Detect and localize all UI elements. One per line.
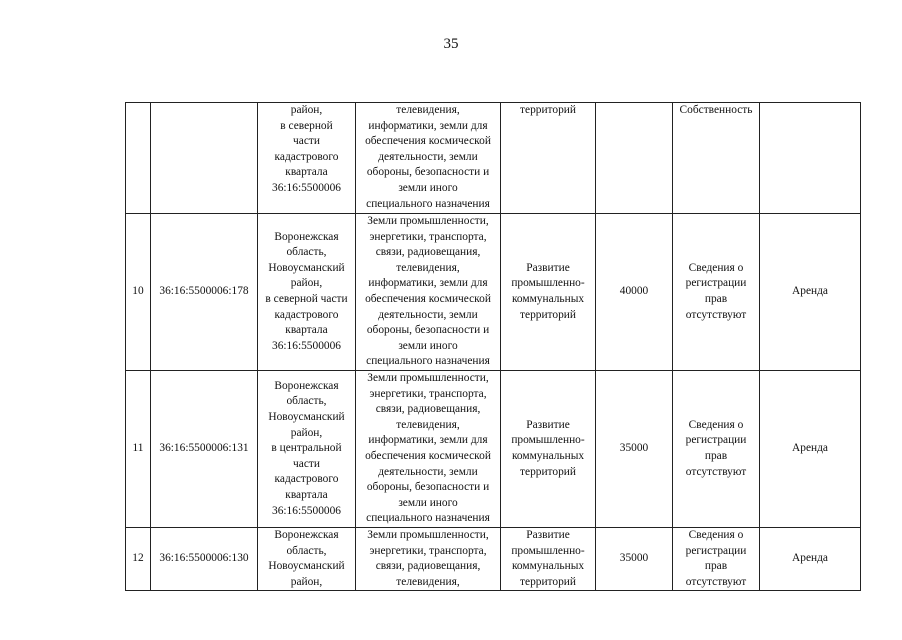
land-category-cell bbox=[356, 371, 501, 528]
location-line: область, bbox=[286, 544, 327, 557]
location-line: район, bbox=[290, 277, 323, 290]
area-cell: 35000 bbox=[596, 371, 673, 528]
permitted-use-line: промышленно- bbox=[511, 544, 585, 557]
rights-line: отсутствуют bbox=[685, 308, 747, 321]
table-row bbox=[126, 528, 861, 591]
location-lines bbox=[260, 230, 353, 355]
land-plots-table bbox=[125, 102, 861, 591]
rights-line: прав bbox=[704, 560, 728, 573]
rights-line: регистрации bbox=[685, 434, 747, 447]
land-category-line: земли иного bbox=[398, 496, 458, 509]
encumbrance-cell: Аренда bbox=[760, 528, 861, 591]
location-cell bbox=[258, 371, 356, 528]
cadastral-number-cell: 36:16:5500006:178 bbox=[151, 214, 258, 371]
permitted-use-line: промышленно- bbox=[511, 434, 585, 447]
permitted-use-line: территорий bbox=[520, 575, 576, 588]
land-category-line: обеспечения космической bbox=[365, 293, 491, 305]
encumbrance-cell bbox=[760, 103, 861, 214]
rights-line: регистрации bbox=[685, 277, 747, 290]
rights-line: отсутствуют bbox=[685, 575, 747, 588]
permitted-use-cell bbox=[501, 371, 596, 528]
location-line: в северной bbox=[280, 119, 333, 132]
rights-lines bbox=[675, 261, 757, 323]
land-category-line: связи, радиовещания, bbox=[375, 246, 481, 259]
land-category-line: деятельности, земли bbox=[378, 465, 478, 478]
location-line: части bbox=[293, 457, 320, 470]
rights-lines bbox=[675, 528, 757, 590]
row-number-cell: 12 bbox=[126, 528, 151, 591]
rights-lines bbox=[675, 418, 757, 480]
land-category-lines bbox=[358, 371, 498, 527]
location-line: в центральной bbox=[271, 442, 342, 455]
location-line: кадастрового bbox=[274, 308, 339, 321]
cadastral-number-cell: 36:16:5500006:131 bbox=[151, 371, 258, 528]
permitted-use-lines bbox=[503, 103, 593, 119]
rights-cell bbox=[673, 528, 760, 591]
land-category-line: информатики, земли для bbox=[368, 434, 488, 447]
location-line: кадастрового bbox=[274, 473, 339, 486]
location-line: квартала bbox=[285, 166, 328, 179]
land-category-line: специального назначения bbox=[366, 355, 490, 368]
location-line: район, bbox=[290, 575, 323, 588]
permitted-use-line: коммунальных bbox=[511, 560, 585, 573]
location-line: Воронежская bbox=[274, 379, 339, 392]
land-category-line: Земли промышленности, bbox=[367, 215, 489, 228]
land-category-line: энергетики, транспорта, bbox=[369, 387, 487, 400]
location-lines bbox=[260, 379, 353, 519]
land-category-line: связи, радиовещания, bbox=[375, 403, 481, 416]
land-category-line: обеспечения космической bbox=[365, 450, 491, 462]
location-line: в северной части bbox=[265, 293, 348, 305]
permitted-use-line: Развитие bbox=[526, 529, 570, 541]
rights-line: Сведения о bbox=[688, 261, 744, 274]
permitted-use-cell bbox=[501, 528, 596, 591]
encumbrance-cell: Аренда bbox=[760, 214, 861, 371]
permitted-use-cell bbox=[501, 214, 596, 371]
permitted-use-line: территорий bbox=[520, 465, 576, 478]
location-line: 36:16:5500006 bbox=[272, 339, 341, 352]
land-category-line: обеспечения космической bbox=[365, 135, 491, 148]
permitted-use-line: Развитие bbox=[526, 261, 570, 274]
land-category-line: специального назначения bbox=[366, 512, 490, 525]
location-line: квартала bbox=[285, 324, 328, 337]
permitted-use-line: коммунальных bbox=[511, 450, 585, 462]
land-category-line: обороны, безопасности и bbox=[366, 166, 490, 179]
row-number-cell: 10 bbox=[126, 214, 151, 371]
land-category-line: земли иного bbox=[398, 339, 458, 352]
rights-line: регистрации bbox=[685, 544, 747, 557]
location-cell bbox=[258, 528, 356, 591]
land-category-line: связи, радиовещания, bbox=[375, 560, 481, 573]
permitted-use-lines bbox=[503, 261, 593, 323]
location-cell bbox=[258, 214, 356, 371]
rights-cell bbox=[673, 371, 760, 528]
land-category-line: специального назначения bbox=[366, 197, 490, 210]
permitted-use-line: коммунальных bbox=[511, 293, 585, 305]
location-lines bbox=[260, 528, 353, 590]
location-line: Воронежская bbox=[274, 529, 339, 541]
location-line: район, bbox=[290, 426, 323, 439]
land-category-lines bbox=[358, 214, 498, 370]
location-lines bbox=[260, 103, 353, 197]
location-line: 36:16:5500006 bbox=[272, 504, 341, 517]
rights-lines bbox=[675, 103, 757, 119]
location-line: части bbox=[293, 135, 320, 148]
location-line: область, bbox=[286, 395, 327, 408]
land-category-line: телевидения, bbox=[396, 418, 460, 431]
area-cell: 40000 bbox=[596, 214, 673, 371]
table-row bbox=[126, 214, 861, 371]
location-line: Новоусманский bbox=[268, 261, 345, 274]
land-category-line: Земли промышленности, bbox=[367, 372, 489, 385]
location-line: квартала bbox=[285, 488, 328, 501]
row-number-cell: 11 bbox=[126, 371, 151, 528]
rights-line: прав bbox=[704, 450, 728, 462]
permitted-use-lines bbox=[503, 528, 593, 590]
land-category-line: Земли промышленности, bbox=[367, 529, 489, 541]
land-category-line: информатики, земли для bbox=[368, 277, 488, 290]
land-category-line: обороны, безопасности и bbox=[366, 324, 490, 337]
location-line: Новоусманский bbox=[268, 560, 345, 573]
land-category-cell bbox=[356, 528, 501, 591]
permitted-use-lines bbox=[503, 418, 593, 480]
location-line: Воронежская bbox=[274, 230, 339, 243]
permitted-use-cell bbox=[501, 103, 596, 214]
cadastral-number-cell bbox=[151, 103, 258, 214]
rights-cell bbox=[673, 214, 760, 371]
rights-cell bbox=[673, 103, 760, 214]
location-line: область, bbox=[286, 246, 327, 259]
rights-line: Собственность bbox=[679, 104, 753, 116]
page-number: 35 bbox=[443, 36, 459, 52]
encumbrance-cell: Аренда bbox=[760, 371, 861, 528]
location-line: район, bbox=[290, 104, 323, 116]
land-category-line: земли иного bbox=[398, 181, 458, 194]
table-row bbox=[126, 371, 861, 528]
land-category-cell bbox=[356, 214, 501, 371]
table-row bbox=[126, 103, 861, 214]
land-category-line: телевидения, bbox=[396, 575, 460, 588]
permitted-use-line: территорий bbox=[520, 104, 576, 116]
land-category-line: обороны, безопасности и bbox=[366, 481, 490, 494]
land-category-line: деятельности, земли bbox=[378, 150, 478, 163]
land-category-line: телевидения, bbox=[396, 104, 460, 116]
location-line: 36:16:5500006 bbox=[272, 181, 341, 194]
cadastral-number-cell: 36:16:5500006:130 bbox=[151, 528, 258, 591]
land-category-cell bbox=[356, 103, 501, 214]
land-category-line: информатики, земли для bbox=[368, 119, 488, 132]
row-number-cell bbox=[126, 103, 151, 214]
land-category-line: энергетики, транспорта, bbox=[369, 544, 487, 557]
permitted-use-line: промышленно- bbox=[511, 277, 585, 290]
area-cell: 35000 bbox=[596, 528, 673, 591]
area-cell bbox=[596, 103, 673, 214]
permitted-use-line: территорий bbox=[520, 308, 576, 321]
land-category-line: энергетики, транспорта, bbox=[369, 230, 487, 243]
permitted-use-line: Развитие bbox=[526, 418, 570, 431]
land-category-line: деятельности, земли bbox=[378, 308, 478, 321]
rights-line: Сведения о bbox=[688, 529, 744, 541]
table-body bbox=[126, 103, 861, 591]
location-line: кадастрового bbox=[274, 150, 339, 163]
land-category-lines bbox=[358, 528, 498, 590]
land-category-lines bbox=[358, 103, 498, 212]
land-category-line: телевидения, bbox=[396, 261, 460, 274]
location-line: Новоусманский bbox=[268, 411, 345, 424]
rights-line: отсутствуют bbox=[685, 465, 747, 478]
rights-line: Сведения о bbox=[688, 418, 744, 431]
location-cell bbox=[258, 103, 356, 214]
rights-line: прав bbox=[704, 293, 728, 305]
